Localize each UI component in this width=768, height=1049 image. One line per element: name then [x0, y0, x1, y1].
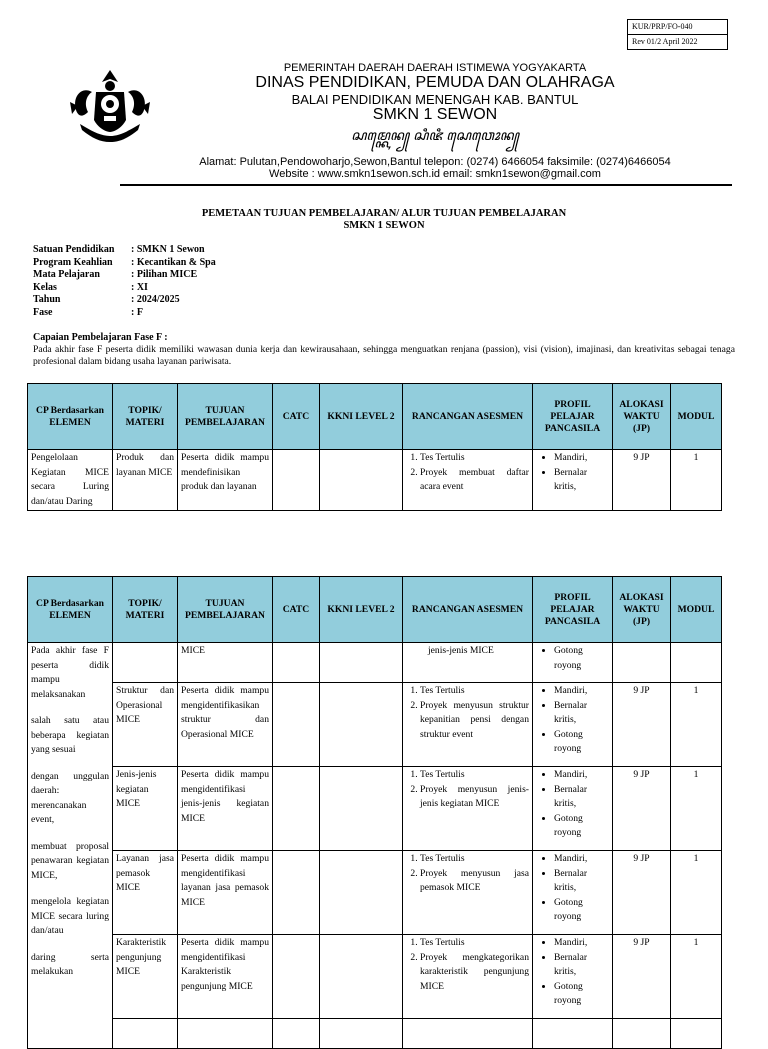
header-profil: PROFIL PELAJAR PANCASILA	[533, 384, 613, 450]
cell-topik: Struktur dan Operasional MICE	[113, 683, 178, 767]
asesmen-item: 2. Proyek menyusun jenis-jenis kegiatan MICE	[420, 783, 529, 812]
cell-alokasi: 9 JP	[613, 767, 671, 851]
asesmen-item: 1. Tes Tertulis	[420, 684, 529, 699]
asesmen-item: 2. Proyek mengkategorikan karakteristik pengunjung MICE	[420, 951, 529, 995]
header-javanese-script: ꦱꦩ꧀ꦏꦺꦤ꧀ ꦱꦶꦗꦶ ꦱꦺꦮꦺꦴꦤ꧀	[351, 127, 519, 143]
header-alokasi: ALOKASI WAKTU (JP)	[613, 577, 671, 643]
cell-modul	[671, 643, 722, 683]
header-asesmen: RANCANGAN ASESMEN	[403, 577, 533, 643]
identity-value: : SMKN 1 Sewon	[131, 244, 205, 255]
cell-asesmen	[403, 683, 533, 767]
cell-topik	[113, 643, 178, 683]
identity-row	[33, 244, 216, 257]
header-cp-elemen: CP Berdasarkan ELEMEN	[28, 384, 113, 450]
header-catc: CATC	[273, 577, 320, 643]
profil-item: • Gotong royong	[554, 644, 609, 673]
cell-kkni	[320, 450, 403, 511]
identity-key: Satuan Pendidikan	[33, 244, 115, 255]
cell-catc	[273, 935, 320, 1019]
header-tujuan: TUJUAN PEMBELAJARAN	[178, 384, 273, 450]
cell-profil	[533, 683, 613, 767]
profil-item: • Gotong royong	[554, 812, 609, 841]
cell-modul: 1	[671, 935, 722, 1019]
cell-asesmen	[403, 767, 533, 851]
cell-elemen: Pengelolaan Kegiatan MICE secara Luring dan/atau Daring	[28, 450, 113, 511]
cell-asesmen	[403, 1019, 533, 1049]
header-profil: PROFIL PELAJAR PANCASILA	[533, 577, 613, 643]
profil-item: • Mandiri,	[554, 684, 609, 699]
cell-tujuan: MICE	[178, 643, 273, 683]
profil-item: • Bernalar kritis,	[554, 951, 609, 980]
document-revision: Rev 01/2 April 2022	[632, 37, 698, 46]
government-crest-logo	[66, 66, 154, 150]
cell-catc	[273, 450, 320, 511]
profil-item: • Bernalar kritis,	[554, 783, 609, 812]
identity-value: : Pilihan MICE	[131, 269, 198, 280]
header-website-email: Website : www.smkn1sewon.sch.id email: smkn1sewon@gmail.com	[269, 168, 601, 180]
identity-key: Fase	[33, 306, 53, 318]
identity-key: Tahun	[33, 294, 61, 305]
elemen-paragraph: mengelola kegiatan MICE secara luring dan/atau	[31, 896, 109, 936]
header-kkni: KKNI LEVEL 2	[320, 384, 403, 450]
profil-item: • Mandiri,	[554, 852, 609, 867]
profil-item: • Gotong royong	[554, 896, 609, 925]
asesmen-item: 2. Proyek menyusun struktur kepanitian pensi dengan struktur event	[420, 699, 529, 743]
asesmen-item: 1. Tes Tertulis	[420, 852, 529, 867]
cell-kkni	[320, 767, 403, 851]
capaian-text: Pada akhir fase F peserta didik memiliki wawasan dunia kerja dan kewirausahaan, sehingga menguatkan renjana (passion), visi (vision), imajinasi, dan kreativitas sebagai tenaga profesional dalam bidang usaha layanan pariwisata.	[33, 344, 735, 367]
table-row	[28, 767, 722, 851]
cell-modul: 1	[671, 450, 722, 511]
identity-value: : F	[131, 306, 143, 318]
cell-topik: Karakteristik pengunjung MICE	[113, 935, 178, 1019]
cell-tujuan: Peserta didik mampu mengidentifikasikan struktur dan Operasional MICE	[178, 683, 273, 767]
cell-asesmen	[403, 851, 533, 935]
cell-alokasi	[613, 643, 671, 683]
header-catc: CATC	[273, 384, 320, 450]
cell-catc	[273, 767, 320, 851]
header-alokasi: ALOKASI WAKTU (JP)	[613, 384, 671, 450]
header-topik: TOPIK/ MATERI	[113, 384, 178, 450]
table-row	[28, 643, 722, 683]
identity-row	[33, 257, 216, 270]
identity-row	[33, 269, 216, 282]
header-topik: TOPIK/ MATERI	[113, 577, 178, 643]
cell-profil	[533, 851, 613, 935]
header-government: PEMERINTAH DAERAH DAERAH ISTIMEWA YOGYAKARTA	[283, 62, 587, 74]
identity-key: Kelas	[33, 281, 57, 293]
title-line-1: PEMETAAN TUJUAN PEMBELAJARAN/ ALUR TUJUAN PEMBELAJARAN	[201, 208, 567, 219]
table-row	[28, 935, 722, 1019]
document-code: KUR/PRP/FO-040	[628, 20, 727, 35]
cell-topik	[113, 1019, 178, 1049]
header-office: BALAI PENDIDIKAN MENENGAH KAB. BANTUL	[291, 92, 579, 107]
cell-topik: Produk dan layanan MICE	[113, 450, 178, 511]
asesmen-item: 2. Proyek menyusun jasa pemasok MICE	[420, 867, 529, 896]
cell-topik: Jenis-jenis kegiatan MICE	[113, 767, 178, 851]
capaian-section	[33, 332, 735, 368]
header-divider	[120, 184, 732, 186]
profil-item: • Bernalar kritis,	[554, 867, 609, 896]
cell-profil	[533, 643, 613, 683]
cell-alokasi: 9 JP	[613, 851, 671, 935]
table-row	[28, 851, 722, 935]
elemen-paragraph: dengan unggulan daerah: merencanakan event,	[31, 770, 109, 825]
cell-elemen	[28, 643, 113, 1049]
cell-alokasi: 9 JP	[613, 683, 671, 767]
profil-item: • Mandiri,	[554, 451, 609, 466]
cell-kkni	[320, 1019, 403, 1049]
header-modul: MODUL	[671, 577, 722, 643]
table-header-row	[28, 577, 722, 643]
elemen-paragraph: salah satu atau beberapa kegiatan yang sesuai	[31, 715, 109, 755]
cell-alokasi: 9 JP	[613, 935, 671, 1019]
header-address: Alamat: Pulutan,Pendowoharjo,Sewon,Bantul telepon: (0274) 6466054 faksimile: (0274)6466054	[199, 156, 671, 168]
profil-item: • Bernalar kritis,	[554, 699, 609, 728]
cell-profil	[533, 450, 613, 511]
identity-key: Program Keahlian	[33, 256, 113, 268]
table-header-row	[28, 384, 722, 450]
identity-key: Mata Pelajaran	[33, 269, 100, 280]
profil-item: • Gotong royong	[554, 980, 609, 1009]
cell-asesmen	[403, 643, 533, 683]
cell-catc	[273, 683, 320, 767]
cell-kkni	[320, 851, 403, 935]
identity-value: : 2024/2025	[131, 294, 180, 305]
document-code-box	[627, 19, 728, 50]
cell-catc	[273, 851, 320, 935]
identity-value: : XI	[131, 281, 148, 293]
identity-value: : Kecantikan & Spa	[131, 256, 216, 268]
cell-modul: 1	[671, 683, 722, 767]
header-asesmen: RANCANGAN ASESMEN	[403, 384, 533, 450]
capaian-title: Capaian Pembelajaran Fase F :	[33, 332, 168, 343]
mapping-table-2	[27, 576, 722, 1049]
cell-profil	[533, 1019, 613, 1049]
cell-tujuan: Peserta didik mampu mengidentifikasi layanan jasa pemasok MICE	[178, 851, 273, 935]
asesmen-item: 1. Tes Tertulis	[420, 451, 529, 466]
elemen-paragraph: daring serta melakukan	[31, 951, 109, 977]
identity-row	[33, 294, 216, 307]
asesmen-continuation: jenis-jenis MICE	[428, 645, 494, 656]
cell-asesmen	[403, 450, 533, 511]
cell-tujuan: Peserta didik mampu mendefinisikan produk dan layanan	[178, 450, 273, 511]
identity-row	[33, 282, 216, 295]
cell-tujuan	[178, 1019, 273, 1049]
header-department: DINAS PENDIDIKAN, PEMUDA DAN OLAHRAGA	[255, 74, 615, 91]
header-cp-elemen: CP Berdasarkan ELEMEN	[28, 577, 113, 643]
title-line-2: SMKN 1 SEWON	[343, 220, 425, 231]
cell-kkni	[320, 683, 403, 767]
profil-item: • Bernalar kritis,	[554, 466, 609, 495]
elemen-paragraph: membuat proposal penawaran kegiatan MICE,	[31, 840, 109, 881]
identity-row	[33, 307, 216, 320]
asesmen-item: 1. Tes Tertulis	[420, 936, 529, 951]
table-row	[28, 1019, 722, 1049]
cell-catc	[273, 1019, 320, 1049]
cell-tujuan: Peserta didik mampu mengidentifikasi jenis-jenis kegiatan MICE	[178, 767, 273, 851]
cell-alokasi	[613, 1019, 671, 1049]
cell-catc	[273, 643, 320, 683]
elemen-paragraph: Pada akhir fase F peserta didik mampu melaksanakan	[31, 645, 109, 700]
cell-profil	[533, 935, 613, 1019]
asesmen-item: 1. Tes Tertulis	[420, 768, 529, 783]
document-title	[0, 208, 768, 232]
profil-item: • Mandiri,	[554, 768, 609, 783]
header-school: SMKN 1 SEWON	[372, 106, 498, 123]
profil-item: • Mandiri,	[554, 936, 609, 951]
cell-topik: Layanan jasa pemasok MICE	[113, 851, 178, 935]
header-kkni: KKNI LEVEL 2	[320, 577, 403, 643]
cell-kkni	[320, 643, 403, 683]
cell-modul: 1	[671, 851, 722, 935]
cell-alokasi: 9 JP	[613, 450, 671, 511]
header-modul: MODUL	[671, 384, 722, 450]
table-row	[28, 683, 722, 767]
profil-item: • Gotong royong	[554, 728, 609, 757]
asesmen-item: 2. Proyek membuat daftar acara event	[420, 466, 529, 495]
cell-kkni	[320, 935, 403, 1019]
mapping-table-1	[27, 383, 722, 511]
identity-block	[33, 244, 216, 319]
table-row	[28, 450, 722, 511]
cell-asesmen	[403, 935, 533, 1019]
cell-profil	[533, 767, 613, 851]
cell-modul: 1	[671, 767, 722, 851]
header-tujuan: TUJUAN PEMBELAJARAN	[178, 577, 273, 643]
cell-modul	[671, 1019, 722, 1049]
cell-tujuan: Peserta didik mampu mengidentifikasi Karakteristik pengunjung MICE	[178, 935, 273, 1019]
